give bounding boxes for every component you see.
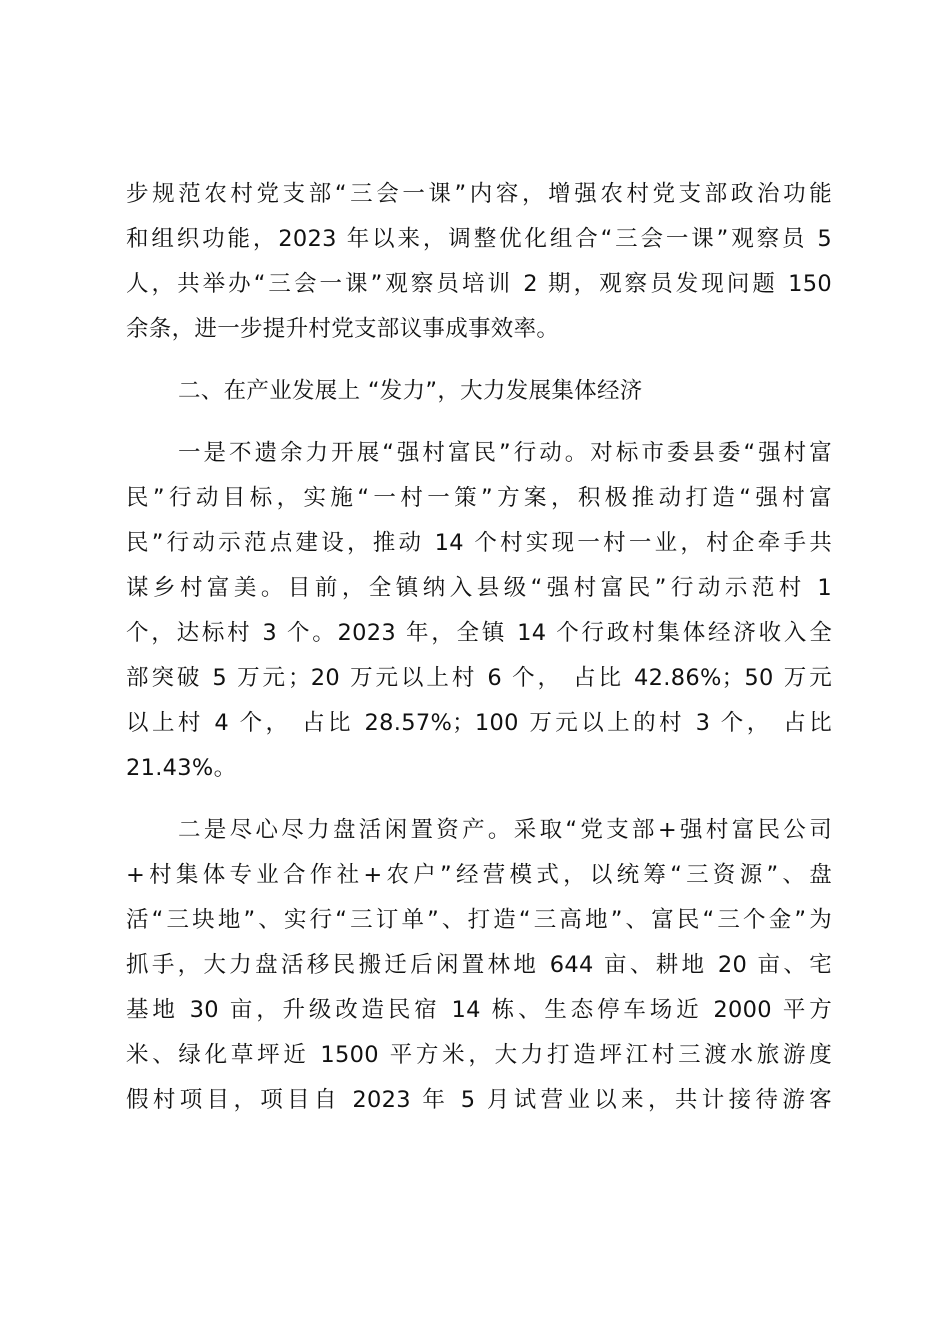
text-line: +村集体专业合作社+农户”经营模式，以统筹“三资源”、盘 bbox=[126, 862, 832, 888]
text-line: 活“三块地”、实行“三订单”、打造“三高地”、富民“三个金”为 bbox=[126, 907, 832, 933]
text-line: 个，达标村 3 个。2023 年，全镇 14 个行政村集体经济收入全 bbox=[126, 620, 832, 646]
section-heading bbox=[126, 369, 832, 414]
text-line: 人，共举办“三会一课”观察员培训 2 期，观察员发现问题 150 bbox=[126, 271, 832, 297]
paragraph-strong-village bbox=[126, 431, 832, 791]
text-line: 部突破 5 万元；20 万元以上村 6 个， 占比 42.86%；50 万元 bbox=[126, 665, 832, 691]
text-line: 假村项目，项目自 2023 年 5 月试营业以来，共计接待游客 bbox=[126, 1087, 832, 1113]
text-line: 米、绿化草坪近 1500 平方米，大力打造坪江村三渡水旅游度 bbox=[126, 1042, 832, 1068]
text-line: 谋乡村富美。目前，全镇纳入县级“强村富民”行动示范村 1 bbox=[126, 575, 832, 601]
document-body bbox=[126, 172, 832, 1123]
paragraph-idle-assets bbox=[126, 808, 832, 1123]
text-line: 步规范农村党支部“三会一课”内容，增强农村党支部政治功能 bbox=[126, 181, 832, 207]
text-line: 二是尽心尽力盘活闲置资产。采取“党支部+强村富民公司 bbox=[178, 817, 832, 843]
text-line: 抓手，大力盘活移民搬迁后闲置林地 644 亩、耕地 20 亩、宅 bbox=[126, 952, 832, 978]
text-line: 以上村 4 个， 占比 28.57%；100 万元以上的村 3 个， 占比 bbox=[126, 710, 832, 736]
text-line: 民”行动目标，实施“一村一策”方案，积极推动打造“强村富 bbox=[126, 485, 832, 511]
text-line: 一是不遗余力开展“强村富民”行动。对标市委县委“强村富 bbox=[178, 440, 832, 466]
text-line: 21.43%。 bbox=[126, 755, 237, 781]
text-line: 基地 30 亩，升级改造民宿 14 栋、生态停车场近 2000 平方 bbox=[126, 997, 832, 1023]
text-line: 余条，进一步提升村党支部议事成事效率。 bbox=[126, 316, 560, 342]
heading-text: 二、在产业发展上 “发力”，大力发展集体经济 bbox=[178, 378, 643, 404]
text-line: 和组织功能，2023 年以来，调整优化组合“三会一课”观察员 5 bbox=[126, 226, 832, 252]
text-line: 民”行动示范点建设，推动 14 个村实现一村一业，村企牵手共 bbox=[126, 530, 832, 556]
paragraph-party-branch bbox=[126, 172, 832, 352]
